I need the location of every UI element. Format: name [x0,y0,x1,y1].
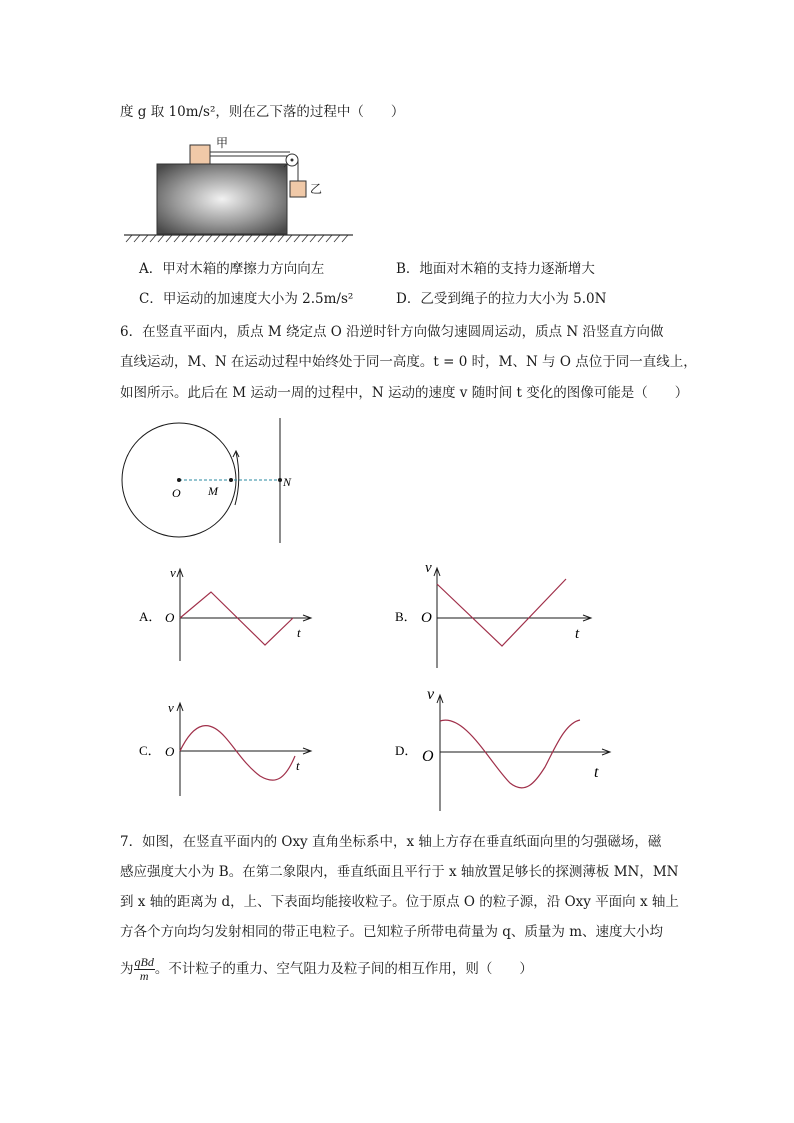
q7-stem-line3: 到 x 轴的距离为 d，上、下表面均能接收粒子。位于原点 O 的粒子源，沿 Oxy 平面向 x 轴上 [120,894,679,910]
q7-line5-prefix: 为 [120,961,134,977]
q7-stem-line1: 7．如图，在竖直平面内的 Oxy 直角坐标系中，x 轴上方存在垂直纸面向里的匀强磁场，磁 [120,834,662,850]
label-m: M [208,484,218,498]
block-jia [190,145,210,164]
q5-option-d: D．乙受到绳子的拉力大小为 5.0N [396,291,607,307]
q6-stem-line2: 直线运动，M、N 在运动过程中始终处于同一高度。t = 0 时，M、N 与 O 点位于同一直线上， [120,354,697,370]
graph-d-label: D． [395,743,418,758]
label-n: N [283,475,292,489]
graph-c-curve [180,726,295,781]
graph-d-o: O [422,748,434,765]
block-yi [290,181,306,197]
label-yi: 乙 [310,182,323,196]
q7-stem-line5 [120,952,533,986]
point-o [177,478,181,482]
label-jia: 甲 [216,136,229,150]
graph-b-label: B． [395,609,417,624]
graph-b-v: v [425,560,432,576]
fraction-denominator: m [139,969,149,983]
label-o: O [172,486,181,500]
graph-a-o: O [165,610,175,625]
graph-b-curve [437,579,566,646]
graph-a-v: v [170,565,176,580]
graph-d [395,683,615,813]
q6-circle-figure [115,415,315,545]
q7-stem-line2: 感应强度大小为 B。在第二象限内，垂直纸面且平行于 x 轴放置足够长的探测薄板 MN，MN [120,864,679,880]
graph-d-t: t [594,764,599,781]
graph-c-v: v [168,700,174,715]
q6-stem-line3: 如图所示。此后在 M 运动一周的过程中，N 运动的速度 v 随时间 t 变化的图像可能是（ ） [120,385,689,401]
q5-option-b: B．地面对木箱的支持力逐渐增大 [396,261,595,277]
graph-b [395,558,595,668]
graph-a-label: A． [139,609,162,624]
wooden-box [157,164,287,234]
graph-b-t: t [575,626,580,642]
q5-option-c: C．甲运动的加速度大小为 2.5m/s² [139,291,354,307]
graph-d-curve [440,720,580,788]
graph-c [135,700,310,800]
graph-c-o: O [165,744,175,759]
fraction-qbd-over-m [134,956,155,983]
point-m [229,478,233,482]
q5-figure [118,135,358,245]
q7-line5-suffix: 。不计粒子的重力、空气阻力及粒子间的相互作用，则（ ） [154,961,533,977]
graph-c-label: C． [139,743,161,758]
graph-d-v: v [427,686,435,703]
fraction-numerator: qBd [134,955,154,969]
q5-stem-tail: 度 g 取 10m/s²，则在乙下落的过程中（ ） [120,104,405,120]
graph-a [135,565,305,665]
graph-c-t: t [296,758,300,773]
graph-b-o: O [421,610,432,626]
q7-stem-line4: 方各个方向均匀发射相同的带正电粒子。已知粒子所带电荷量为 q、质量为 m、速度大小均 [120,924,664,940]
q5-option-a: A．甲对木箱的摩擦力方向向左 [139,261,325,277]
graph-a-t: t [297,625,301,640]
q6-stem-line1: 6．在竖直平面内，质点 M 绕定点 O 沿逆时针方向做匀速圆周运动，质点 N 沿竖直方向做 [120,324,664,340]
